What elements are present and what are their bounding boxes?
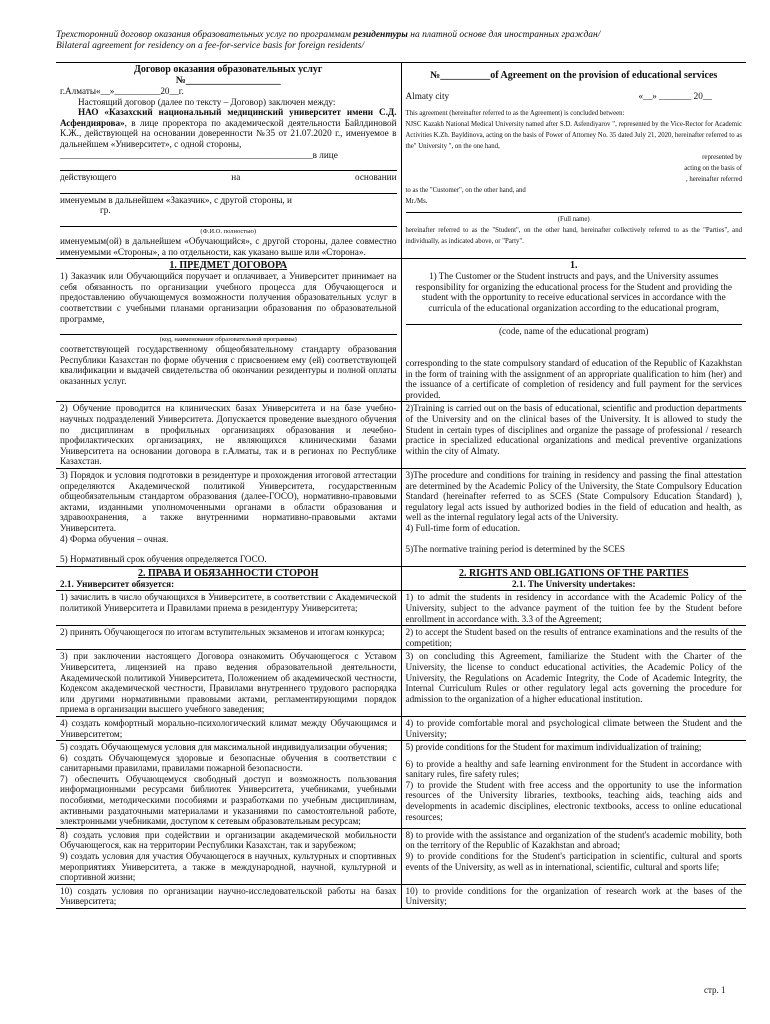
en-item-5-7: 5) provide conditions for the Student for maximum individualization of training; 6) to provide a healthy and safe learning environment for the Student in accordance with sanitary rules, fire safety rules; 7) to provide the Student with free access and the opportunity to use the information resources of the University libraries, textbooks, teaching aids, teaching aids and developments in academic disciplines, electronic textbooks, access to online educational resources; [401,741,746,829]
en-item-8-9: 8) to provide with the assistance and organization of the student's academic mobility, both on the territory of the Republic of Kazakhstan and abroad; 9) to provide conditions for the Student's participation in scientific, cultural and sports events of the University, as well as in international, scientific, cultural and sports life; [401,828,746,884]
ru-item-3: 3) при заключении настоящего Договора ознакомить Обучающегося с Уставом Университета, лицензией на право ведения образовательной деятельности, Академической политикой Университета, Положением об академической честности, Кодексом академической честности, Правилами внутреннего трудового распорядка или другими нормативными правовыми актами, регламентирующими порядок приема в организации высшего учебного заведения; [56,650,401,717]
en-section-1-p2: 2)Training is carried out on the basis of educational, scientific and production departments of the University and on the clinical bases of the University. It is allowed to study the Student in certain types of disciplines and organize the passage of professional / research practice in specialized educational organizations and medical preventive organizations within the city of Almaty. [401,402,746,469]
en-section-1-p1: 1. 1) The Customer or the Student instructs and pays, and the University assumes responsibility for organizing the educational process for the Student and providing the student with the opportunity to receive educational services in accordance with the curricula of the educational organization according to the educational program, (code, name of the educational program) corresponding to the state compulsory standard of education of the Republic of Kazakhstan in the form of training with the assignment of an appropriate qualification to him (her) and the issuance of a certificate of completion of residency and full payment for the services provided. [401,259,746,402]
en-item-3: 3) on concluding this Agreement, familiarize the Student with the Charter of the University, the license to conduct educational activities, the Academic Policy of the University, the Regulations on Academic Integrity, the Code of Academic Integrity, the Internal Curriculum Rules or other regulatory legal acts governing the procedure for admission to the organization of a higher educational institution. [401,650,746,717]
ru-section-1-p2: 2) Обучение проводится на клинических базах Университета и на базе учебно-научных подразделений Университета. Допускается проведение выездного обучения по дисциплинам в профильных организациях образования и лечебно-профилактических организациях, не являющихся клиническими базами Университета на основании договора в г.Алматы, так и в регионах по Республике Казахстан. [56,402,401,469]
ru-item-4: 4) создать комфортный морально-психологический климат между Обучающимся и Университетом; [56,716,401,740]
ru-item-10: 10) создать условия по организации научно-исследовательской работы на базах Университета; [56,884,401,908]
en-section-1-p3-4: 3)The procedure and conditions for training in residency and passing the final attestation are determined by the Academic Policy of the University, the State Compulsory Education Standard (hereinafter referred to as SCES (State Compulsory Education Standard) ), regulatory legal acts issued by authorized bodies in the field of education and health, as well as the internal regulatory legal acts of the University. 4) Full-time form of education. 5)The normative training period is determined by the SCES [401,469,746,567]
ru-item-8-9: 8) создать условия при содействии и организации академической мобильности Обучающегося, как на территории Республики Казахстан, так и зарубежом; 9) создать условия для участия Обучающегося в научных, культурных и спортивных мероприятиях Университета, а также в международной, научной, культурной и спортивной жизни; [56,828,401,884]
ru-section-1-p3-4: 3) Порядок и условия подготовки в резидентуре и прохождения итоговой аттестации определяются Академической политикой Университета, государственным общеобязательным стандартом образования (далее-ГОСО), нормативно-правовыми актами, изданными уполномоченными органами в области образования и здравоохранения, а также внутренними нормативно-правовыми актами Университета. 4) Форма обучения – очная. 5) Нормативный срок обучения определяется ГОСО. [56,469,401,567]
ru-section-1-p1: 1. ПРЕДМЕТ ДОГОВОРА 1) Заказчик или Обучающийся поручает и оплачивает, а Университет принимает на себя обязанность по организации учебного процесса для Обучающегося и предоставлению обучающемуся возможности получения образовательных услуг в соответствии с учебными планами организации образования по образовательной программе, (код, наименование образовательной программы) соответствующей государственному общеобязательному стандарту образования Республики Казахстан по форме обучения с присвоением ему (ей) соответствующей квалификации и выдачей свидетельства об окончании резидентуры и полной оплаты оказанных услуг. [56,259,401,402]
agreement-table [56,62,746,909]
ru-item-1: 1) зачислить в число обучающихся в Университете, в соответствии с Академической политикой Университета и Правилами приема в резидентуру Университета; [56,591,401,626]
en-item-2: 2) to accept the Student based on the results of entrance examinations and the results of the competition; [401,626,746,650]
ru-item-2: 2) принять Обучающегося по итогам вступительных экзаменов и итогам конкурса; [56,626,401,650]
ru-item-5-7: 5) создать Обучающемуся условия для максимальной индивидуализации обучения; 6) создать Обучающемуся здоровые и безопасные обучения в соответствии с санитарными правилами, правилами пожарной безопасности. 7) обеспечить Обучающемуся свободный доступ и возможность пользования информационными ресурсами библиотек Университета, учебниками, учебными пособиями, методическими пособиями и разработками по учебным дисциплинам, активными раздаточными материалами и указаниями по самостоятельной работе, электронными учебниками, доступом к сетевым образовательным ресурсам; [56,741,401,829]
en-item-4: 4) to provide comfortable moral and psychological climate between the Student and the University; [401,716,746,740]
en-item-10: 10) to provide conditions for the organization of research work at the bases of the University; [401,884,746,908]
en-preamble: №__________of Agreement on the provision of educational services Almaty city «__» _______ 20__ This agreement (hereinafter referred to as the Agreement) is concluded between: NJSC Kazakh National Medical University named after S.D. Asfendiyarov ", represented by the Vice-Rector for Academic Activities K.Zh. Bayldinova, acting on the basis of Power of Attorney No. 35 dated July 21, 2020, hereinafter referred to as the" University ", on the one hand, represented by acting on the basis of , hereinafter referred to as the "Customer", on the other hand, and Mr./Ms. (Full name) hereinafter referred to as the "Student", on the other hand, hereinafter collectively referred to as the "Parties", and individually, as indicated above, or "Party". [401,63,746,259]
document-header: Трехсторонний договор оказания образовательных услуг по программам резидентуры на платной основе для иностранных граждан/ Bilateral agreement for residency on a fee-for-service basis for foreign residents/ [56,30,601,51]
ru-section-2-title: 2. ПРАВА И ОБЯЗАННОСТИ СТОРОН 2.1. Университет обязуется: [56,566,401,591]
en-item-1: 1) to admit the students in residency in accordance with the Academic Policy of the University, subject to the advance payment of the tuition fee by the Student before enrollment in accordance with. 3.3 of the Agreement; [401,591,746,626]
en-section-2-title: 2. RIGHTS AND OBLIGATIONS OF THE PARTIES 2.1. The University undertakes: [401,566,746,591]
ru-preamble: Договор оказания образовательных услуг №___________________ г.Алматы«__»__________20__г. Настоящий договор (далее по тексту – Договор) заключен между: НАО «Казахский национальный медицинский университет имени С.Д. Асфендиярова», в лице проректора по академической деятельности Байлдиновой К.Ж., действующей на основании доверенности №35 от 21.07.2020 г., именуемое в дальнейшем «Университет», с одной стороны, _______________________________________________________в лице действующего на основании именуемым в дальнейшем «Заказчик», с другой стороны, и гр. (Ф.И.О. полностью) именуемым(ой) в дальнейшем «Обучающийся», с другой стороны, далее совместно именуемыми «Стороны», а по отдельности, как указано выше или «Сторона». [56,63,401,259]
page-number: стр. 1 [704,985,726,995]
